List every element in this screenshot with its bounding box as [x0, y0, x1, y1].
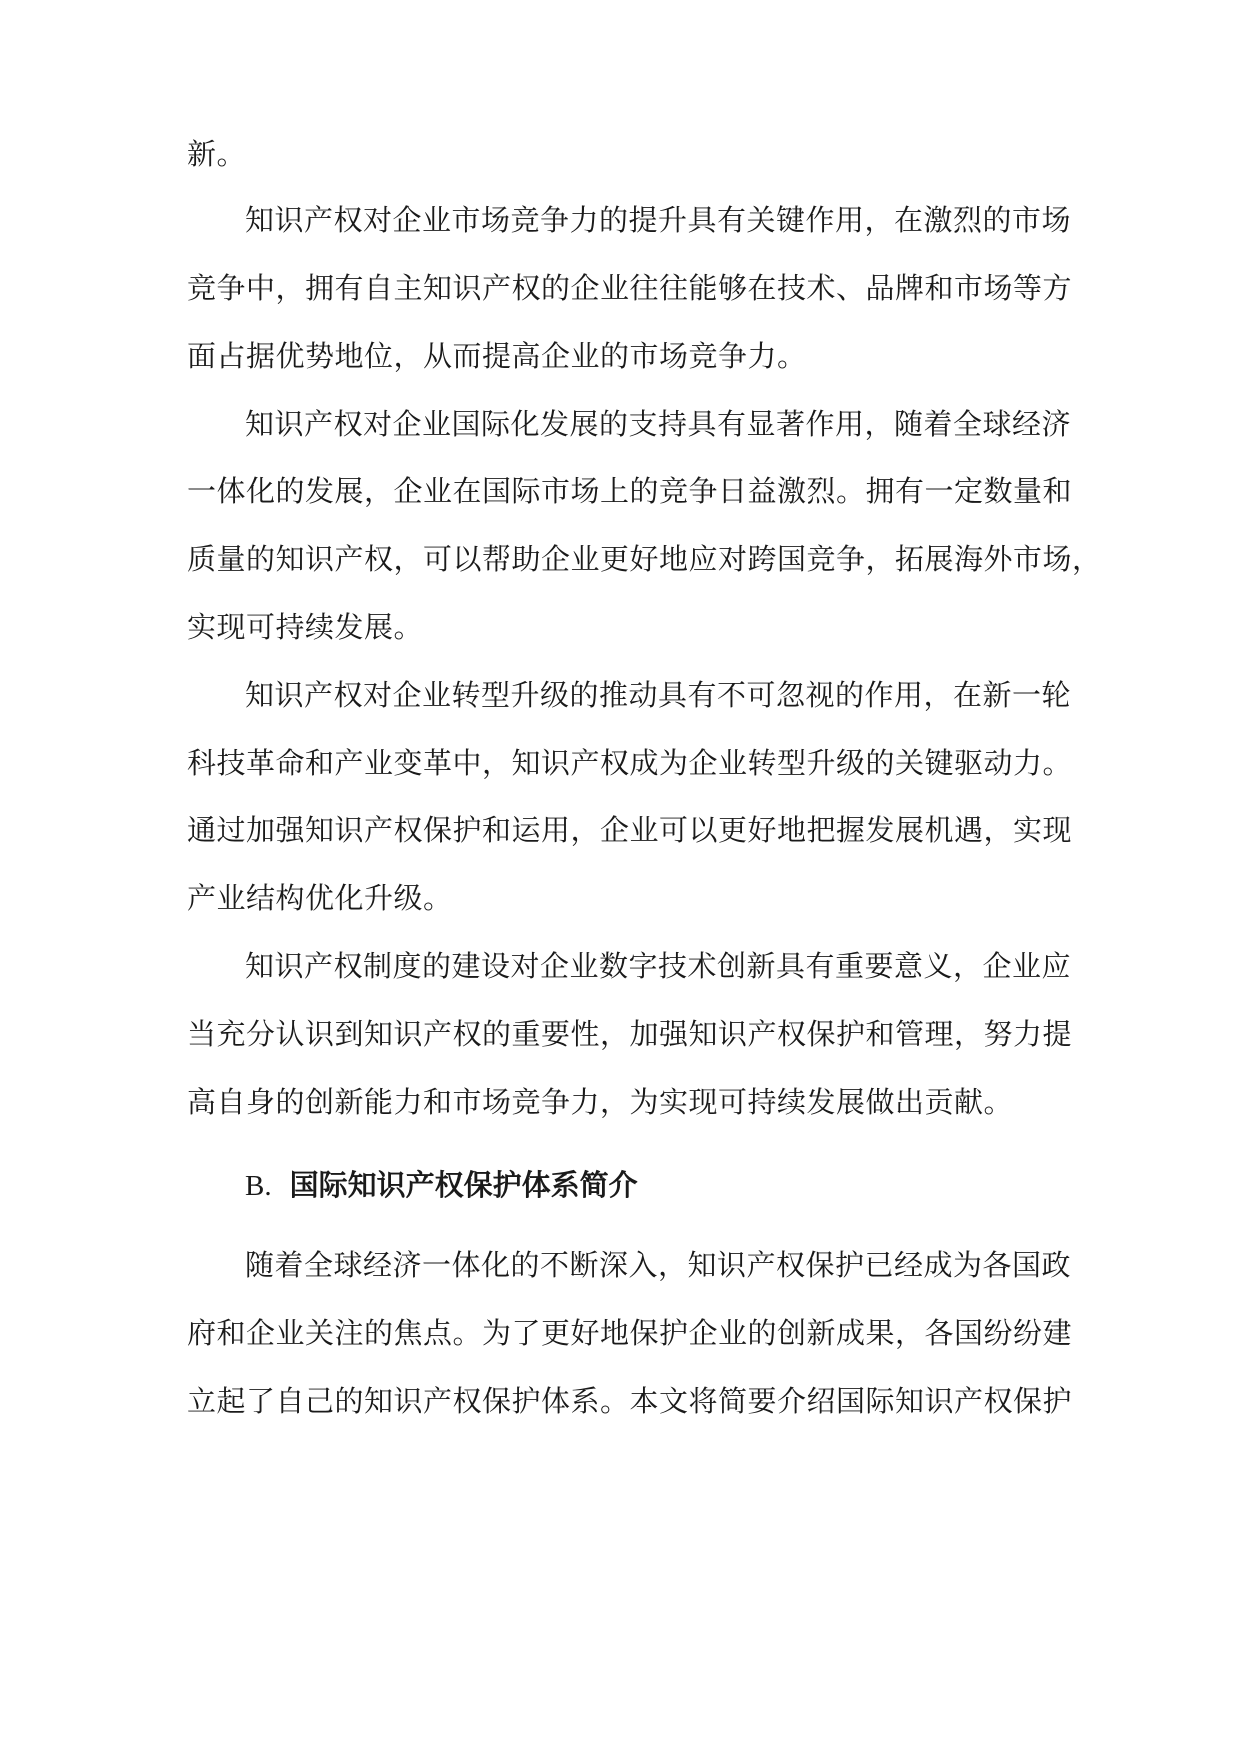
paragraph-line: 知识产权对企业市场竞争力的提升具有关键作用，在激烈的市场: [245, 203, 1072, 237]
paragraph-line: 科技革命和产业变革中，知识产权成为企业转型升级的关键驱动力。: [187, 746, 1073, 780]
paragraph-line: 立起了自己的知识产权保护体系。本文将简要介绍国际知识产权保护: [187, 1384, 1073, 1418]
paragraph-line: 通过加强知识产权保护和运用，企业可以更好地把握发展机遇，实现: [187, 813, 1073, 847]
paragraph-line: 产业结构优化升级。: [187, 881, 453, 915]
section-heading: [245, 1165, 638, 1206]
paragraph-line: 竞争中，拥有自主知识产权的企业往往能够在技术、品牌和市场等方: [187, 271, 1073, 305]
paragraph-line: 知识产权对企业国际化发展的支持具有显著作用，随着全球经济: [245, 407, 1072, 441]
section-heading-title: 国际知识产权保护体系简介: [289, 1168, 638, 1202]
paragraph-line: 高自身的创新能力和市场竞争力，为实现可持续发展做出贡献。: [187, 1085, 1014, 1119]
paragraph-line: 知识产权对企业转型升级的推动具有不可忽视的作用，在新一轮: [245, 678, 1072, 712]
paragraph-line: 新。: [187, 137, 247, 171]
paragraph-line: 面占据优势地位，从而提高企业的市场竞争力。: [187, 339, 807, 373]
paragraph-line: 知识产权制度的建设对企业数字技术创新具有重要意义，企业应: [245, 949, 1072, 983]
paragraph-line: 一体化的发展，企业在国际市场上的竞争日益激烈。拥有一定数量和: [187, 474, 1073, 508]
paragraph-line: 府和企业关注的焦点。为了更好地保护企业的创新成果，各国纷纷建: [187, 1316, 1073, 1350]
section-heading-label: B.: [245, 1170, 272, 1202]
paragraph-line: 当充分认识到知识产权的重要性，加强知识产权保护和管理，努力提: [187, 1017, 1073, 1051]
paragraph-line: 实现可持续发展。: [187, 610, 424, 644]
paragraph-line: 随着全球经济一体化的不断深入，知识产权保护已经成为各国政: [245, 1248, 1072, 1282]
paragraph-line: 质量的知识产权，可以帮助企业更好地应对跨国竞争，拓展海外市场，: [187, 542, 1102, 576]
